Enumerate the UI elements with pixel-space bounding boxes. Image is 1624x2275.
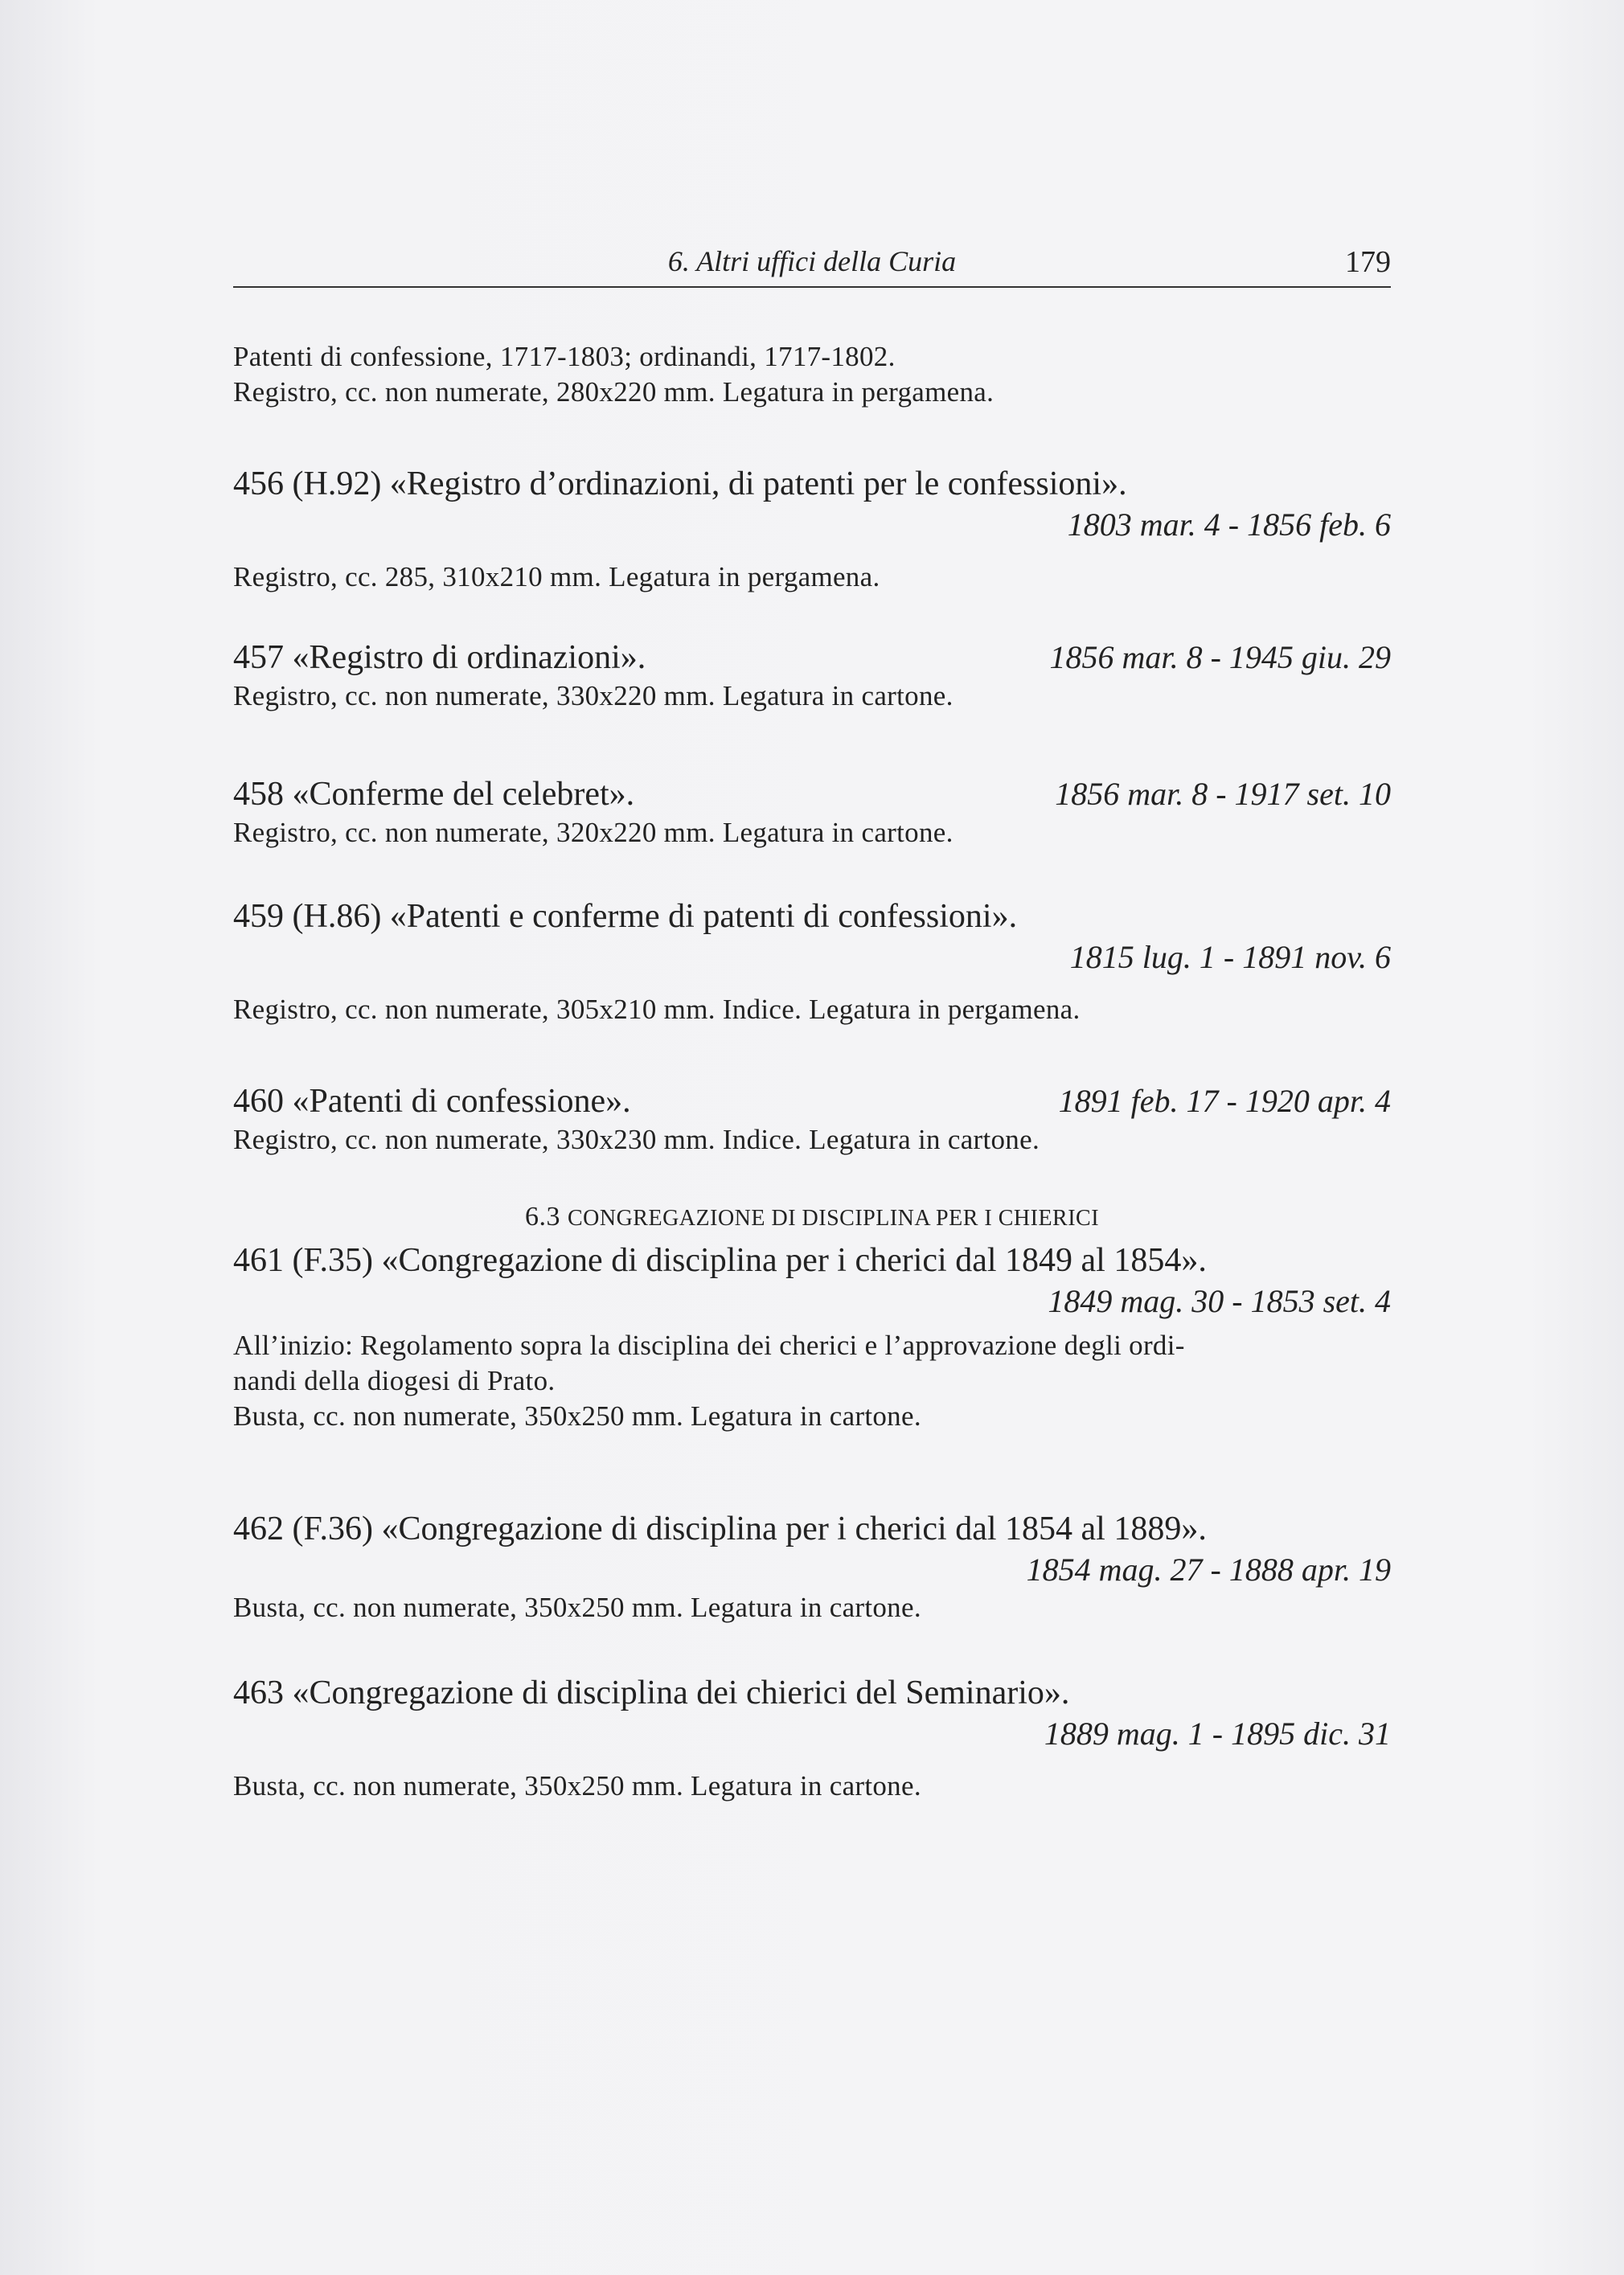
section-heading bbox=[233, 1199, 1391, 1236]
intro-desc: Registro, cc. non numerate, 280x220 mm. Legatura in pergamena. bbox=[233, 376, 994, 408]
entry-title: 460 «Patenti di confessione». bbox=[233, 1083, 631, 1120]
entry-date: 1891 feb. 17 - 1920 apr. 4 bbox=[1058, 1083, 1391, 1119]
entry-desc: Busta, cc. non numerate, 350x250 mm. Legatura in cartone. bbox=[233, 1592, 921, 1623]
entry-date: 1856 mar. 8 - 1917 set. 10 bbox=[1055, 776, 1391, 812]
entry-date: 1803 mar. 4 - 1856 feb. 6 bbox=[1067, 506, 1391, 543]
page-number: 179 bbox=[1345, 245, 1391, 279]
entry-title: 463 «Congregazione di disciplina dei chierici del Seminario». bbox=[233, 1674, 1070, 1711]
intro-line: Patenti di confessione, 1717-1803; ordinandi, 1717-1802. bbox=[233, 341, 896, 372]
entry-desc: Busta, cc. non numerate, 350x250 mm. Legatura in cartone. bbox=[233, 1400, 921, 1432]
entry-desc: Registro, cc. non numerate, 305x210 mm. Indice. Legatura in pergamena. bbox=[233, 994, 1081, 1025]
entry-desc: Registro, cc. non numerate, 330x220 mm. Legatura in cartone. bbox=[233, 680, 953, 711]
entry-title: 456 (H.92) «Registro d’ordinazioni, di patenti per le confessioni». bbox=[233, 465, 1127, 502]
entry-date: 1854 mag. 27 - 1888 apr. 19 bbox=[1026, 1552, 1391, 1588]
entry-desc: Registro, cc. non numerate, 330x230 mm. Indice. Legatura in cartone. bbox=[233, 1124, 1040, 1155]
entry-desc: Registro, cc. 285, 310x210 mm. Legatura in pergamena. bbox=[233, 561, 880, 592]
entry-date: 1849 mag. 30 - 1853 set. 4 bbox=[1048, 1283, 1391, 1319]
entry-date: 1889 mag. 1 - 1895 dic. 31 bbox=[1044, 1715, 1391, 1752]
entry-row bbox=[233, 1080, 1391, 1122]
section-number: 6.3 bbox=[524, 1202, 560, 1232]
running-title: 6. Altri uffici della Curia bbox=[667, 245, 957, 277]
entry-desc: Registro, cc. non numerate, 320x220 mm. Legatura in cartone. bbox=[233, 817, 953, 848]
entry-title: 461 (F.35) «Congregazione di disciplina per i cherici dal 1849 al 1854». bbox=[233, 1242, 1207, 1279]
entry-date: 1856 mar. 8 - 1945 giu. 29 bbox=[1049, 639, 1391, 675]
page-header bbox=[233, 241, 1391, 288]
entry-date: 1815 lug. 1 - 1891 nov. 6 bbox=[1069, 939, 1391, 975]
entry-note: All’inizio: Regolamento sopra la disciplina dei cherici e l’approvazione degli ordi- bbox=[233, 1330, 1185, 1361]
entry-title: 462 (F.36) «Congregazione di disciplina per i cherici dal 1854 al 1889». bbox=[233, 1511, 1207, 1547]
page-content bbox=[233, 339, 1391, 1804]
entry-title: 457 «Registro di ordinazioni». bbox=[233, 639, 646, 676]
entry-title: 458 «Conferme del celebret». bbox=[233, 776, 635, 813]
entry-note: nandi della diogesi di Prato. bbox=[233, 1365, 556, 1396]
entry-desc: Busta, cc. non numerate, 350x250 mm. Legatura in cartone. bbox=[233, 1770, 921, 1802]
section-title: CONGREGAZIONE DI DISCIPLINA PER I CHIERICI bbox=[567, 1206, 1100, 1231]
entry-row bbox=[233, 773, 1391, 815]
entry-row bbox=[233, 637, 1391, 678]
entry-title: 459 (H.86) «Patenti e conferme di patenti di confessioni». bbox=[233, 898, 1018, 935]
